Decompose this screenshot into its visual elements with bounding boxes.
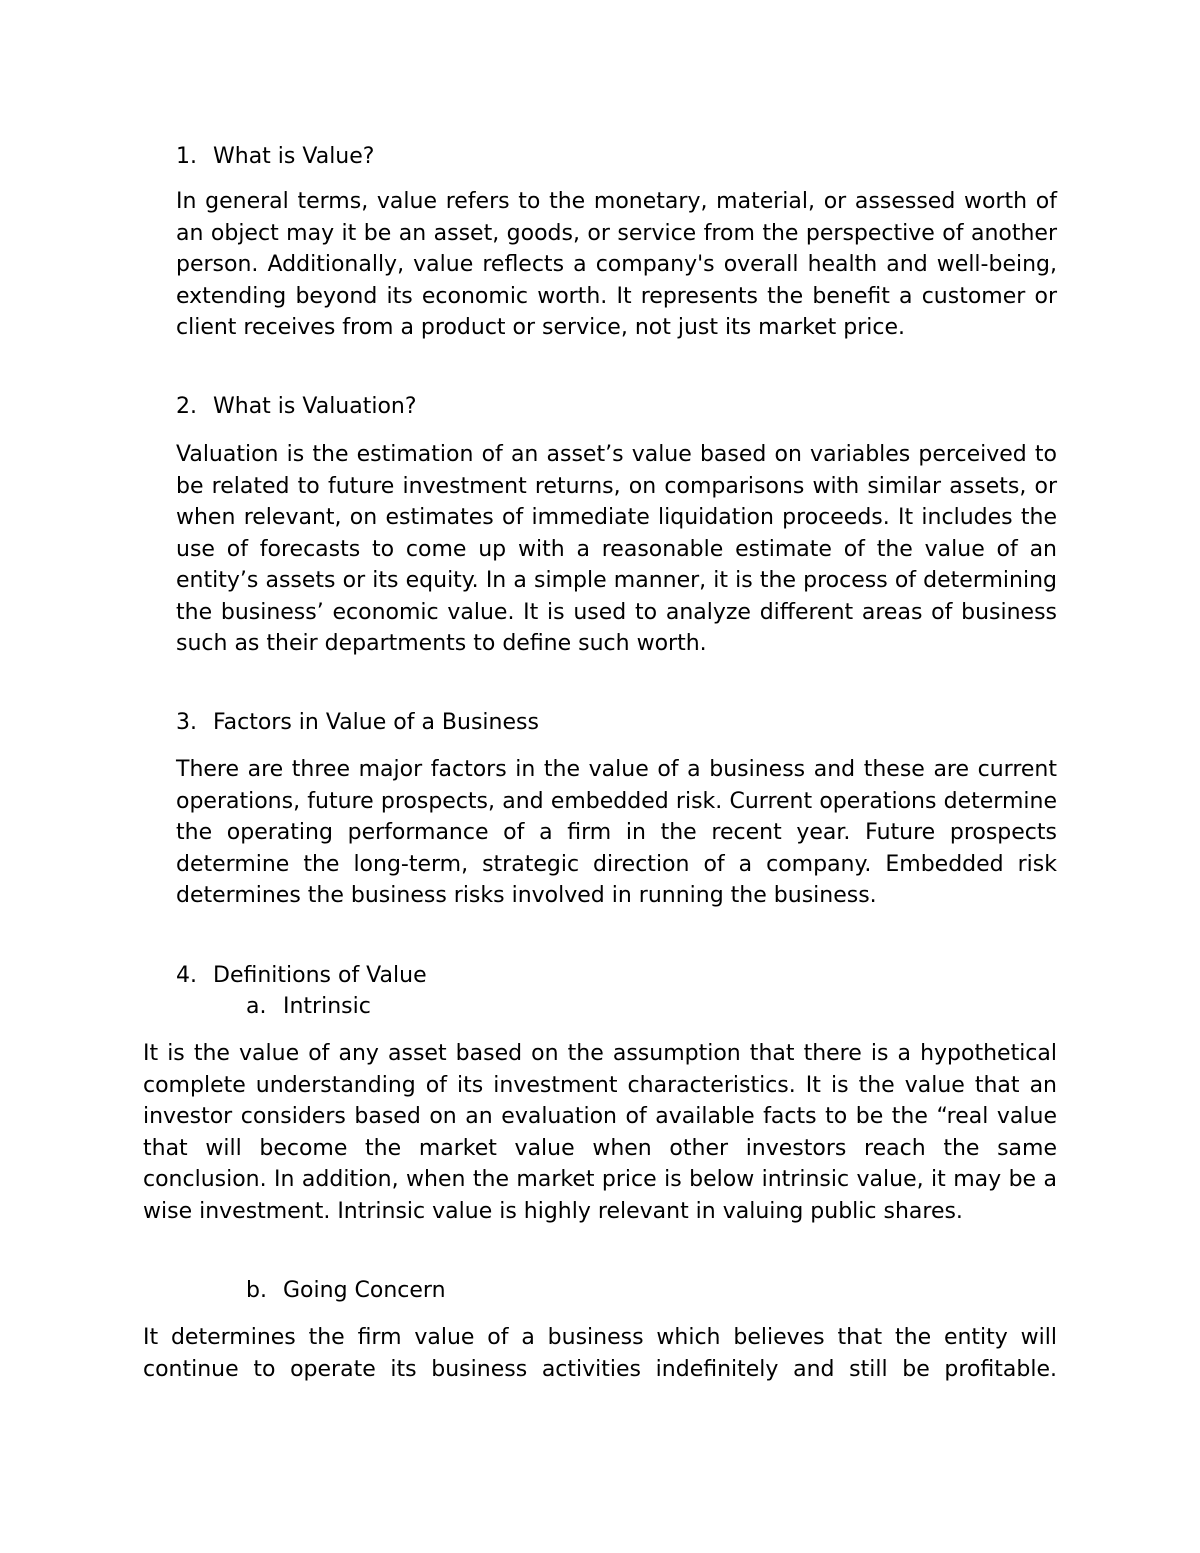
section-heading-2 [176, 391, 417, 423]
section-heading-3 [176, 707, 539, 739]
subsection-title: Going Concern [283, 1278, 446, 1303]
section-title: What is Value? [213, 144, 375, 169]
section-number: 2. [176, 394, 197, 419]
section-heading-4 [176, 960, 427, 992]
section-body-2: Valuation is the estimation of an asset’s value based on variables perceived to be related to future investment returns, on comparisons with similar assets, or when relevant, on estimates of immediate liquidation proceeds. It includes the use of forecasts to come up with a reasonable estimate of the value of an entity’s assets or its equity. In a simple manner, it is the process of determining the business’ economic value. It is used to analyze different areas of business such as their departments to define such worth. [176, 442, 1057, 656]
section-title: Factors in Value of a Business [213, 710, 539, 735]
section-body-3: There are three major factors in the value of a business and these are current operations, future prospects, and embedded risk. Current operations determine the operating performance of a firm in the recent year. Future prospects determine the long-term, strategic direction of a company. Embedded risk determines the business risks involved in running the business. [176, 757, 1057, 908]
subsection-letter: b. [246, 1278, 267, 1303]
section-title: Definitions of Value [213, 963, 427, 988]
subsection-title: Intrinsic [283, 994, 371, 1019]
section-title: What is Valuation? [213, 394, 417, 419]
subsection-body-a: It is the value of any asset based on the assumption that there is a hypothetical complete understanding of its investment characteristics. It is the value that an investor considers based on an evaluation of available facts to be the “real value that will become the market value when other investors reach the same conclusion. In addition, when the market price is below intrinsic value, it may be a wise investment. Intrinsic value is highly relevant in valuing public shares. [143, 1041, 1057, 1224]
section-number: 4. [176, 963, 197, 988]
subsection-heading-a [246, 991, 371, 1023]
section-number: 3. [176, 710, 197, 735]
subsection-letter: a. [246, 994, 267, 1019]
section-number: 1. [176, 144, 197, 169]
subsection-heading-b [246, 1275, 446, 1307]
section-body-1: In general terms, value refers to the monetary, material, or assessed worth of an object may it be an asset, goods, or service from the perspective of another person. Additionally, value reflects a company's overall health and well-being, extending beyond its economic worth. It represents the benefit a customer or client receives from a product or service, not just its market price. [176, 189, 1057, 340]
subsection-body-b: It determines the firm value of a business which believes that the entity will continue to operate its business activities indefinitely and still be profitable. [143, 1325, 1057, 1382]
section-heading-1 [176, 141, 374, 173]
